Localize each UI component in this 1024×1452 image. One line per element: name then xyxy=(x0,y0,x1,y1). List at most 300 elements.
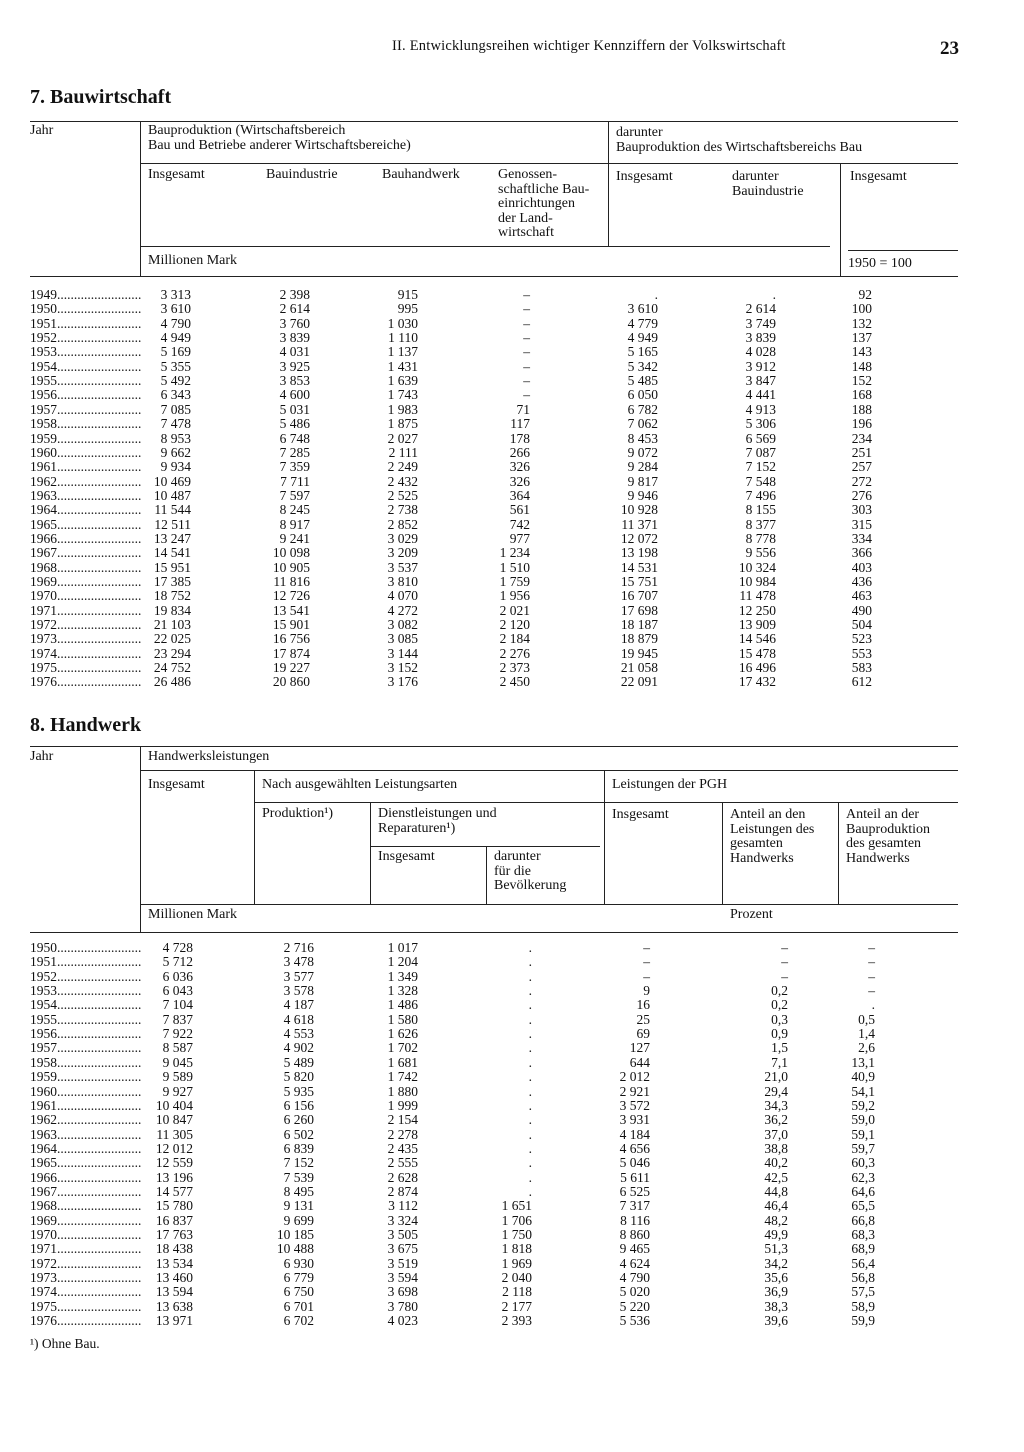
bauindustrie-cell: 16 756 xyxy=(272,631,310,647)
year-cell: 1975......................... xyxy=(30,661,142,676)
produktion-cell: 6 156 xyxy=(283,1097,314,1113)
index-cell: 504 xyxy=(851,617,872,633)
insgesamt-cell: 23 294 xyxy=(153,645,191,661)
bauindustrie-cell: 3 925 xyxy=(279,358,310,374)
bauhandwerk-cell: 4 272 xyxy=(387,602,418,618)
produktion-cell: 6 502 xyxy=(283,1126,314,1142)
bauhandwerk-cell: 995 xyxy=(397,301,418,317)
bau-bauindustrie-cell: 15 478 xyxy=(738,645,776,661)
dl-bevoelkerung-cell: 2 393 xyxy=(501,1313,532,1329)
anteil-leistungen-cell: 39,6 xyxy=(764,1313,788,1329)
header-dienstleistungen: Dienstleistungen und Reparaturen¹) xyxy=(378,806,497,836)
pgh-insgesamt-cell: 5 611 xyxy=(620,1169,650,1185)
year-cell: 1976......................... xyxy=(30,1314,142,1329)
dl-bevoelkerung-cell: . xyxy=(528,983,532,999)
produktion-cell: 4 553 xyxy=(283,1026,314,1042)
bau-bauindustrie-cell: 12 250 xyxy=(738,602,776,618)
genossenschaft-cell: – xyxy=(523,287,530,302)
rule-units xyxy=(140,904,958,905)
year-cell: 1974......................... xyxy=(30,646,142,661)
bauhandwerk-cell: 3 537 xyxy=(387,559,418,575)
genossenschaft-cell: – xyxy=(523,387,530,403)
genossenschaft-cell: – xyxy=(523,358,530,374)
bau-insgesamt-cell: 15 751 xyxy=(620,574,658,589)
genossenschaft-cell: 1 956 xyxy=(499,588,530,604)
genossenschaft-cell: 1 759 xyxy=(499,574,530,589)
dl-insgesamt-cell: 3 698 xyxy=(387,1284,418,1300)
bauindustrie-cell: 4 031 xyxy=(279,344,310,360)
rule-header-bottom xyxy=(30,932,958,933)
bau-bauindustrie-cell: 16 496 xyxy=(738,660,776,676)
dl-insgesamt-cell: 2 154 xyxy=(387,1112,418,1128)
pgh-insgesamt-cell: 4 184 xyxy=(619,1126,650,1142)
unit-millionen-mark: Millionen Mark xyxy=(148,253,238,268)
dl-bevoelkerung-cell: . xyxy=(528,1054,532,1070)
insgesamt-cell: 9 934 xyxy=(160,459,191,475)
bauindustrie-cell: 12 726 xyxy=(272,588,310,604)
table-row xyxy=(0,1128,1024,1142)
anteil-leistungen-cell: 34,2 xyxy=(764,1255,788,1271)
dl-insgesamt-cell: 2 278 xyxy=(387,1126,418,1142)
insgesamt-cell: 10 487 xyxy=(153,487,191,503)
anteil-bau-cell: 68,3 xyxy=(851,1227,875,1242)
table-row xyxy=(0,460,1024,474)
bauhandwerk-cell: 4 070 xyxy=(387,588,418,604)
table-row xyxy=(0,561,1024,575)
bauhandwerk-cell: 1 110 xyxy=(388,330,418,346)
year-cell: 1963......................... xyxy=(30,488,142,503)
rule-subheader xyxy=(140,770,958,771)
rule-top xyxy=(30,121,958,122)
table-row xyxy=(0,288,1024,302)
bau-insgesamt-cell: 6 050 xyxy=(627,387,658,403)
bau-bauindustrie-cell: . xyxy=(772,287,776,302)
genossenschaft-cell: 742 xyxy=(509,516,530,532)
index-cell: 334 xyxy=(851,530,872,546)
year-cell: 1965......................... xyxy=(30,1156,142,1171)
dl-insgesamt-cell: 2 874 xyxy=(387,1183,418,1199)
bauindustrie-cell: 3 839 xyxy=(279,330,310,346)
pgh-insgesamt-cell: 9 xyxy=(643,983,650,999)
rule-insgesamt-divider xyxy=(254,770,255,904)
dl-insgesamt-cell: 1 999 xyxy=(387,1097,418,1113)
pgh-insgesamt-cell: 3 931 xyxy=(619,1112,650,1128)
bauindustrie-cell: 3 760 xyxy=(279,315,310,331)
index-cell: 612 xyxy=(851,674,872,690)
genossenschaft-cell: 178 xyxy=(509,430,530,446)
table-row xyxy=(0,1113,1024,1127)
insgesamt-cell: 7 837 xyxy=(162,1011,193,1027)
rule-anteil-divider xyxy=(722,802,723,904)
bau-insgesamt-cell: 3 610 xyxy=(627,301,658,317)
anteil-leistungen-cell: 29,4 xyxy=(764,1083,788,1099)
bau-bauindustrie-cell: 10 984 xyxy=(738,574,776,589)
insgesamt-cell: 13 638 xyxy=(155,1298,193,1314)
table-row xyxy=(0,345,1024,359)
year-cell: 1957......................... xyxy=(30,1041,142,1056)
table-row xyxy=(0,518,1024,532)
anteil-leistungen-cell: 38,8 xyxy=(764,1140,788,1156)
header-insgesamt: Insgesamt xyxy=(148,777,205,792)
year-cell: 1962......................... xyxy=(30,1113,142,1128)
anteil-leistungen-cell: 7,1 xyxy=(771,1054,788,1070)
anteil-bau-cell: . xyxy=(871,997,875,1013)
index-cell: 583 xyxy=(851,660,872,676)
anteil-bau-cell: 62,3 xyxy=(851,1169,875,1185)
insgesamt-cell: 11 305 xyxy=(156,1126,193,1142)
insgesamt-cell: 10 404 xyxy=(155,1097,193,1113)
dl-bevoelkerung-cell: . xyxy=(528,968,532,984)
table-row xyxy=(0,1099,1024,1113)
dl-bevoelkerung-cell: 1 969 xyxy=(501,1255,532,1271)
bau-insgesamt-cell: 7 062 xyxy=(627,416,658,432)
anteil-bau-cell: 66,8 xyxy=(851,1212,875,1228)
rule-anteil-bau-divider xyxy=(838,802,839,904)
year-cell: 1972......................... xyxy=(30,1256,142,1271)
bauhandwerk-cell: 1 137 xyxy=(387,344,418,360)
rule-index-divider xyxy=(840,163,841,276)
rule-produktion-divider xyxy=(370,802,371,904)
table-row xyxy=(0,432,1024,446)
year-cell: 1969......................... xyxy=(30,575,142,589)
table-row xyxy=(0,661,1024,675)
year-cell: 1953......................... xyxy=(30,345,142,360)
dl-insgesamt-cell: 1 742 xyxy=(387,1069,418,1085)
index-cell: 463 xyxy=(851,588,872,604)
header-jahr: Jahr xyxy=(30,749,54,764)
header-nach-leistungsarten: Nach ausgewählten Leistungsarten xyxy=(262,777,458,792)
insgesamt-cell: 18 438 xyxy=(155,1241,193,1257)
index-cell: 366 xyxy=(851,545,872,561)
bauhandwerk-cell: 2 249 xyxy=(387,459,418,475)
header-produktion: Produktion¹) xyxy=(262,806,334,821)
anteil-leistungen-cell: 34,3 xyxy=(764,1097,788,1113)
table-row xyxy=(0,417,1024,431)
anteil-leistungen-cell: 44,8 xyxy=(764,1183,788,1199)
year-cell: 1951......................... xyxy=(30,316,142,331)
anteil-bau-cell: 59,0 xyxy=(851,1112,875,1128)
table-row xyxy=(0,1041,1024,1055)
year-cell: 1960......................... xyxy=(30,1084,142,1099)
produktion-cell: 6 779 xyxy=(283,1270,314,1286)
rule-units-left xyxy=(140,246,830,247)
year-cell: 1952......................... xyxy=(30,331,142,346)
bau-bauindustrie-cell: 7 496 xyxy=(745,487,776,503)
insgesamt-cell: 13 460 xyxy=(155,1270,193,1286)
year-cell: 1974......................... xyxy=(30,1285,142,1300)
anteil-leistungen-cell: 48,2 xyxy=(764,1212,788,1228)
bauindustrie-cell: 10 098 xyxy=(272,545,310,561)
year-cell: 1968......................... xyxy=(30,1199,142,1214)
dl-insgesamt-cell: 1 880 xyxy=(387,1083,418,1099)
bau-insgesamt-cell: 4 949 xyxy=(627,330,658,346)
genossenschaft-cell: 2 021 xyxy=(499,602,530,618)
bauhandwerk-cell: 3 085 xyxy=(387,631,418,647)
bau-bauindustrie-cell: 8 155 xyxy=(745,502,776,518)
index-cell: 303 xyxy=(851,502,872,518)
year-cell: 1958......................... xyxy=(30,1055,142,1070)
insgesamt-cell: 7 478 xyxy=(160,416,191,432)
bau-bauindustrie-cell: 7 087 xyxy=(745,444,776,460)
year-cell: 1957......................... xyxy=(30,402,142,417)
pgh-insgesamt-cell: 644 xyxy=(629,1054,650,1070)
pgh-insgesamt-cell: – xyxy=(643,940,650,955)
year-cell: 1966......................... xyxy=(30,531,142,546)
index-cell: 276 xyxy=(851,487,872,503)
bau-bauindustrie-cell: 8 377 xyxy=(745,516,776,532)
header-anteil-bauproduktion: Anteil an der Bauproduktion des gesamten Handwerks xyxy=(846,807,930,866)
table-row xyxy=(0,489,1024,503)
pgh-insgesamt-cell: 8 116 xyxy=(620,1212,650,1228)
bauhandwerk-cell: 3 144 xyxy=(387,645,418,661)
insgesamt-cell: 17 763 xyxy=(155,1227,193,1242)
year-cell: 1970......................... xyxy=(30,1228,142,1242)
produktion-cell: 10 185 xyxy=(276,1227,314,1242)
genossenschaft-cell: 1 510 xyxy=(499,559,530,575)
pgh-insgesamt-cell: 25 xyxy=(636,1011,650,1027)
produktion-cell: 7 539 xyxy=(283,1169,314,1185)
year-cell: 1955......................... xyxy=(30,1012,142,1027)
insgesamt-cell: 17 385 xyxy=(153,574,191,589)
bau-insgesamt-cell: 12 072 xyxy=(620,530,658,546)
table-row xyxy=(0,374,1024,388)
year-cell: 1958......................... xyxy=(30,417,142,432)
genossenschaft-cell: 1 234 xyxy=(499,545,530,561)
anteil-bau-cell: 40,9 xyxy=(851,1069,875,1085)
pgh-insgesamt-cell: 5 220 xyxy=(619,1298,650,1314)
produktion-cell: 10 488 xyxy=(276,1241,314,1257)
bau-bauindustrie-cell: 11 478 xyxy=(739,588,776,604)
bau-insgesamt-cell: 9 284 xyxy=(627,459,658,475)
rule-header-bottom xyxy=(30,276,958,277)
dl-bevoelkerung-cell: 1 651 xyxy=(501,1198,532,1214)
bauhandwerk-cell: 2 852 xyxy=(387,516,418,532)
produktion-cell: 5 489 xyxy=(283,1054,314,1070)
header-jahr: Jahr xyxy=(30,123,54,138)
anteil-leistungen-cell: 35,6 xyxy=(764,1270,788,1286)
insgesamt-cell: 16 837 xyxy=(155,1212,193,1228)
genossenschaft-cell: 2 184 xyxy=(499,631,530,647)
genossenschaft-cell: – xyxy=(523,344,530,360)
index-cell: 272 xyxy=(851,473,872,489)
genossenschaft-cell: 2 373 xyxy=(499,660,530,676)
pgh-insgesamt-cell: 4 790 xyxy=(619,1270,650,1286)
dl-insgesamt-cell: 2 435 xyxy=(387,1140,418,1156)
genossenschaft-cell: 364 xyxy=(509,487,530,503)
dl-bevoelkerung-cell: . xyxy=(528,997,532,1013)
bauhandwerk-cell: 3 152 xyxy=(387,660,418,676)
section-title-handwerk: 8. Handwerk xyxy=(30,714,142,736)
anteil-bau-cell: 56,4 xyxy=(851,1255,875,1271)
genossenschaft-cell: 71 xyxy=(516,401,530,417)
insgesamt-cell: 15 780 xyxy=(155,1198,193,1214)
bauhandwerk-cell: 3 029 xyxy=(387,530,418,546)
bau-bauindustrie-cell: 6 569 xyxy=(745,430,776,446)
header-insgesamt-bau: Insgesamt xyxy=(616,169,673,184)
dl-insgesamt-cell: 1 204 xyxy=(387,954,418,970)
bau-bauindustrie-cell: 14 546 xyxy=(738,631,776,647)
table-row xyxy=(0,1242,1024,1256)
genossenschaft-cell: 326 xyxy=(509,459,530,475)
header-bauhandwerk: Bauhandwerk xyxy=(382,167,460,182)
dl-insgesamt-cell: 3 112 xyxy=(388,1198,418,1214)
dl-insgesamt-cell: 1 580 xyxy=(387,1011,418,1027)
bau-insgesamt-cell: 8 453 xyxy=(627,430,658,446)
dl-bevoelkerung-cell: 2 040 xyxy=(501,1270,532,1286)
table-row xyxy=(0,532,1024,546)
year-cell: 1950......................... xyxy=(30,941,142,955)
header-genossenschaftliche: Genossen- schaftliche Bau- einrichtungen der Land- wirtschaft xyxy=(498,167,590,240)
bau-bauindustrie-cell: 3 839 xyxy=(745,330,776,346)
genossenschaft-cell: 977 xyxy=(509,530,530,546)
anteil-leistungen-cell: 42,5 xyxy=(764,1169,788,1185)
table-row xyxy=(0,1300,1024,1314)
produktion-cell: 3 478 xyxy=(283,954,314,970)
produktion-cell: 5 935 xyxy=(283,1083,314,1099)
bauindustrie-cell: 11 816 xyxy=(273,574,310,589)
bau-bauindustrie-cell: 9 556 xyxy=(745,545,776,561)
insgesamt-cell: 8 953 xyxy=(160,430,191,446)
bau-insgesamt-cell: 21 058 xyxy=(620,660,658,676)
anteil-leistungen-cell: 0,2 xyxy=(771,997,788,1013)
index-cell: 315 xyxy=(851,516,872,532)
bau-bauindustrie-cell: 13 909 xyxy=(738,617,776,633)
anteil-bau-cell: 13,1 xyxy=(851,1054,875,1070)
produktion-cell: 4 902 xyxy=(283,1040,314,1056)
dl-insgesamt-cell: 1 017 xyxy=(387,940,418,955)
bau-insgesamt-cell: 9 072 xyxy=(627,444,658,460)
bau-bauindustrie-cell: 7 152 xyxy=(745,459,776,475)
bauhandwerk-cell: 915 xyxy=(397,287,418,302)
table-row xyxy=(0,1156,1024,1170)
insgesamt-cell: 5 712 xyxy=(162,954,193,970)
index-cell: 92 xyxy=(858,287,872,302)
index-cell: 168 xyxy=(851,387,872,403)
pgh-insgesamt-cell: 8 860 xyxy=(619,1227,650,1242)
bau-insgesamt-cell: 6 782 xyxy=(627,401,658,417)
table-row xyxy=(0,503,1024,517)
dl-insgesamt-cell: 1 702 xyxy=(387,1040,418,1056)
pgh-insgesamt-cell: – xyxy=(643,968,650,984)
header-dl-insgesamt: Insgesamt xyxy=(378,849,435,864)
index-cell: 152 xyxy=(851,373,872,389)
pgh-insgesamt-cell: 69 xyxy=(636,1026,650,1042)
table-row xyxy=(0,403,1024,417)
insgesamt-cell: 7 922 xyxy=(162,1026,193,1042)
table-row xyxy=(0,331,1024,345)
index-cell: 490 xyxy=(851,602,872,618)
insgesamt-cell: 4 949 xyxy=(160,330,191,346)
dl-bevoelkerung-cell: 2 118 xyxy=(502,1284,532,1300)
bauindustrie-cell: 9 241 xyxy=(279,530,310,546)
bauindustrie-cell: 19 227 xyxy=(272,660,310,676)
dl-bevoelkerung-cell: 1 706 xyxy=(501,1212,532,1228)
produktion-cell: 6 839 xyxy=(283,1140,314,1156)
pgh-insgesamt-cell: 5 046 xyxy=(619,1155,650,1171)
bauhandwerk-cell: 3 082 xyxy=(387,617,418,633)
year-cell: 1969......................... xyxy=(30,1213,142,1228)
insgesamt-cell: 13 971 xyxy=(155,1313,193,1329)
index-cell: 553 xyxy=(851,645,872,661)
bauindustrie-cell: 20 860 xyxy=(272,674,310,690)
header-darunter-bau: darunter Bauproduktion des Wirtschaftsbereichs Bau xyxy=(616,125,863,155)
insgesamt-cell: 5 169 xyxy=(160,344,191,360)
index-cell: 403 xyxy=(851,559,872,575)
insgesamt-cell: 7 085 xyxy=(160,401,191,417)
table-row xyxy=(0,1271,1024,1285)
dl-bevoelkerung-cell: . xyxy=(528,1169,532,1185)
bau-insgesamt-cell: 14 531 xyxy=(620,559,658,575)
insgesamt-cell: 9 045 xyxy=(162,1054,193,1070)
year-cell: 1953......................... xyxy=(30,984,142,999)
bau-insgesamt-cell: 5 342 xyxy=(627,358,658,374)
insgesamt-cell: 9 927 xyxy=(162,1083,193,1099)
genossenschaft-cell: 117 xyxy=(510,416,530,432)
bau-bauindustrie-cell: 4 028 xyxy=(745,344,776,360)
genossenschaft-cell: 2 450 xyxy=(499,674,530,690)
index-cell: 257 xyxy=(851,459,872,475)
index-cell: 436 xyxy=(851,574,872,589)
bauindustrie-cell: 6 748 xyxy=(279,430,310,446)
dl-insgesamt-cell: 3 780 xyxy=(387,1298,418,1314)
dl-bevoelkerung-cell: . xyxy=(528,954,532,970)
index-cell: 234 xyxy=(851,430,872,446)
table-row xyxy=(0,1142,1024,1156)
anteil-bau-cell: 59,2 xyxy=(851,1097,875,1113)
year-cell: 1972......................... xyxy=(30,618,142,633)
anteil-leistungen-cell: 46,4 xyxy=(764,1198,788,1214)
year-cell: 1960......................... xyxy=(30,445,142,460)
bauhandwerk-cell: 3 176 xyxy=(387,674,418,690)
table-row xyxy=(0,360,1024,374)
bauindustrie-cell: 3 853 xyxy=(279,373,310,389)
anteil-bau-cell: 1,4 xyxy=(858,1026,875,1042)
pgh-insgesamt-cell: 2 012 xyxy=(619,1069,650,1085)
anteil-leistungen-cell: – xyxy=(781,968,788,984)
pgh-insgesamt-cell: 9 465 xyxy=(619,1241,650,1257)
bau-insgesamt-cell: 13 198 xyxy=(620,545,658,561)
dl-insgesamt-cell: 1 486 xyxy=(387,997,418,1013)
produktion-cell: 5 820 xyxy=(283,1069,314,1085)
insgesamt-cell: 4 728 xyxy=(162,940,193,955)
bauindustrie-cell: 15 901 xyxy=(272,617,310,633)
anteil-bau-cell: 65,5 xyxy=(851,1198,875,1214)
produktion-cell: 4 618 xyxy=(283,1011,314,1027)
year-cell: 1967......................... xyxy=(30,546,142,561)
year-cell: 1950......................... xyxy=(30,302,142,317)
table-row xyxy=(0,388,1024,402)
bauindustrie-cell: 4 600 xyxy=(279,387,310,403)
pgh-insgesamt-cell: 7 317 xyxy=(619,1198,650,1214)
dl-bevoelkerung-cell: . xyxy=(528,1069,532,1085)
anteil-leistungen-cell: 51,3 xyxy=(764,1241,788,1257)
dl-bevoelkerung-cell: . xyxy=(528,1026,532,1042)
insgesamt-cell: 8 587 xyxy=(162,1040,193,1056)
running-title: II. Entwicklungsreihen wichtiger Kennziffern der Volkswirtschaft xyxy=(392,38,786,54)
bau-bauindustrie-cell: 8 778 xyxy=(745,530,776,546)
bauindustrie-cell: 7 285 xyxy=(279,444,310,460)
bauhandwerk-cell: 2 738 xyxy=(387,502,418,518)
header-dl-darunter: darunter für die Bevölkerung xyxy=(494,849,567,893)
insgesamt-cell: 3 610 xyxy=(160,301,191,317)
footnote: ¹) Ohne Bau. xyxy=(30,1336,100,1351)
table-row xyxy=(0,1257,1024,1271)
bau-insgesamt-cell: 10 928 xyxy=(620,502,658,518)
year-cell: 1968......................... xyxy=(30,560,142,575)
bau-bauindustrie-cell: 3 749 xyxy=(745,315,776,331)
anteil-bau-cell: 59,1 xyxy=(851,1126,875,1142)
section-title-bauwirtschaft: 7. Bauwirtschaft xyxy=(30,86,172,108)
